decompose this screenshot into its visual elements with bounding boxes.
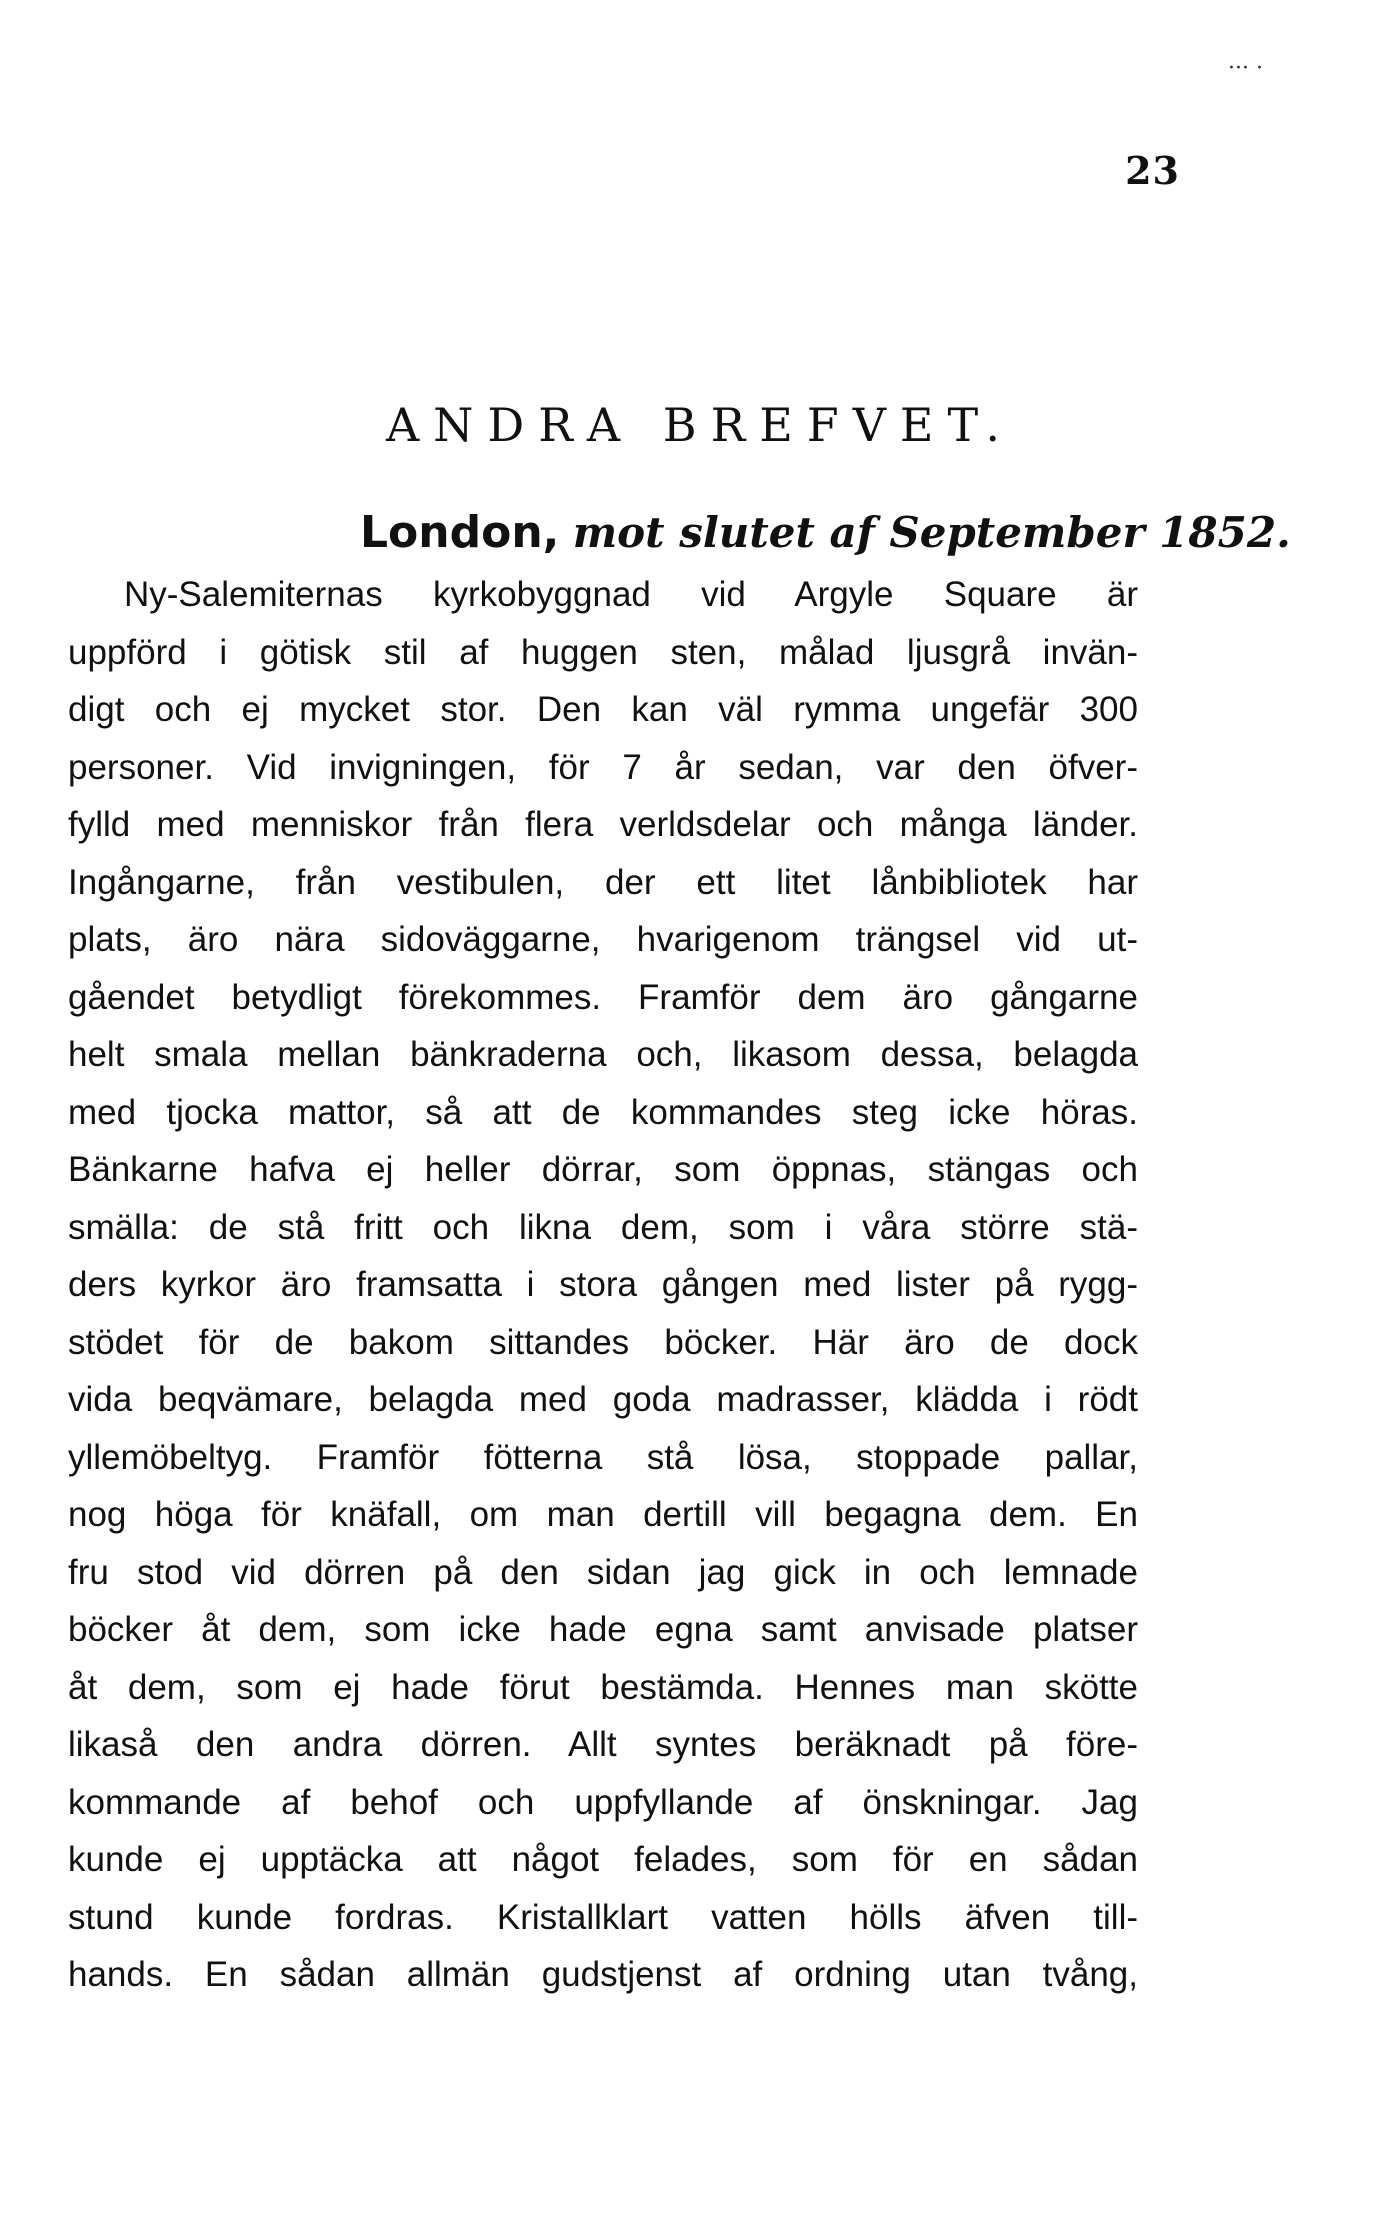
text-line: med tjocka mattor, så att de kommandes steg icke höras. — [68, 1092, 1138, 1132]
text-line: böcker åt dem, som icke hade egna samt anvisade platser — [68, 1610, 1138, 1649]
text-line: stund kunde fordras. Kristallklart vatten hölls äfven till- — [68, 1897, 1138, 1937]
text-line: kommande af behof och uppfyllande af önskningar. Jag — [68, 1782, 1138, 1822]
text-line: ders kyrkor äro framsatta i stora gången med lister på rygg- — [68, 1265, 1138, 1304]
text-line: digt och ej mycket stor. Den kan väl rymma ungefär 300 — [68, 690, 1138, 729]
dateline — [360, 507, 1291, 558]
text-line: Ny-Salemiternas kyrkobyggnad vid Argyle Square är — [124, 575, 1138, 614]
text-line: plats, äro nära sidoväggarne, hvarigenom trängsel vid ut- — [68, 920, 1138, 959]
text-line: helt smala mellan bänkraderna och, likasom dessa, belagda — [68, 1035, 1138, 1074]
page-number: 23 — [1125, 148, 1180, 193]
text-line: Ingångarne, från vestibulen, der ett litet lånbibliotek har — [68, 862, 1138, 902]
text-line: likaså den andra dörren. Allt syntes beräknadt på före- — [68, 1725, 1138, 1764]
text-line: Bänkarne hafva ej heller dörrar, som öppnas, stängas och — [68, 1150, 1138, 1189]
stray-ink-mark: ··· · — [1228, 56, 1263, 81]
text-line: hands. En sådan allmän gudstjenst af ordning utan tvång, — [68, 1955, 1138, 1994]
text-line: åt dem, som ej hade förut bestämda. Hennes man skötte — [68, 1667, 1138, 1707]
text-line: uppförd i götisk stil af huggen sten, målad ljusgrå invän- — [68, 632, 1138, 672]
text-line: kunde ej upptäcka att något felades, som för en sådan — [68, 1840, 1138, 1879]
text-line: personer. Vid invigningen, för 7 år sedan, var den öfver- — [68, 747, 1138, 787]
text-line: nog höga för knäfall, om man dertill vill begagna dem. En — [68, 1495, 1138, 1534]
text-line: gåendet betydligt förekommes. Framför dem äro gångarne — [68, 977, 1138, 1017]
chapter-title: ANDRA BREFVET. — [385, 398, 1015, 452]
body-text — [68, 566, 1138, 2004]
text-line: yllemöbeltyg. Framför fötterna stå lösa, stoppade pallar, — [68, 1437, 1138, 1477]
text-line: fru stod vid dörren på den sidan jag gick in och lemnade — [68, 1552, 1138, 1592]
text-line: smälla: de stå fritt och likna dem, som i våra större stä- — [68, 1207, 1138, 1247]
text-line: stödet för de bakom sittandes böcker. Här äro de dock — [68, 1322, 1138, 1362]
text-line: vida beqvämare, belagda med goda madrasser, klädda i rödt — [68, 1380, 1138, 1419]
dateline-place: London, — [360, 507, 560, 558]
dateline-date: mot slutet af September 1852. — [572, 508, 1291, 557]
text-line: fylld med menniskor från flera verldsdelar och många länder. — [68, 805, 1138, 844]
